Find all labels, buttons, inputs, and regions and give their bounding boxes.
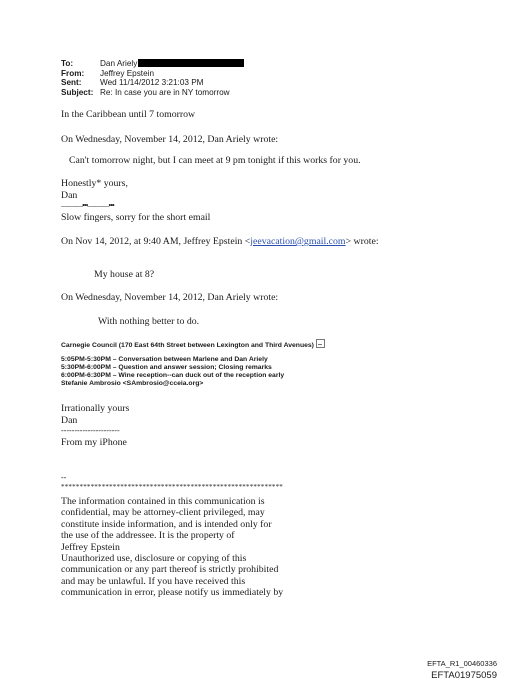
signoff-name: Dan bbox=[61, 415, 78, 426]
device-signature: From my iPhone bbox=[61, 437, 127, 448]
location-text: Carnegie Council (170 East 64th Street between Lexington and Third Avenues) bbox=[61, 342, 314, 349]
asterisk-separator: ************************************************************ bbox=[61, 483, 283, 491]
quote-attribution bbox=[61, 236, 379, 248]
dash-separator: ---------------------- bbox=[61, 426, 120, 435]
schedule-line: 5:05PM-5:30PM – Conversation between Marlene and Dan Ariely bbox=[61, 356, 268, 363]
body-line: On Wednesday, November 14, 2012, Dan Ariely wrote: bbox=[61, 134, 279, 145]
image-placeholder-icon bbox=[316, 339, 325, 348]
from-label: From: bbox=[61, 68, 85, 78]
disclaimer-line: confidential, may be attorney-client privileged, may bbox=[61, 507, 265, 519]
to-value: Dan Ariely bbox=[100, 59, 138, 68]
quote-attribution: On Wednesday, November 14, 2012, Dan Ariely wrote: bbox=[61, 292, 279, 303]
attribution-text: On Nov 14, 2012, at 9:40 AM, Jeffrey Epstein < bbox=[61, 236, 251, 247]
sent-label: Sent: bbox=[61, 78, 82, 88]
dash-separator: ———•••———••• bbox=[61, 201, 114, 210]
schedule-line: 6:00PM-6:30PM – Wine reception--can duck out of the reception early bbox=[61, 372, 285, 379]
disclaimer-line: constitute inside information, and is intended only for bbox=[61, 518, 272, 530]
disclaimer-line: The information contained in this communication is bbox=[61, 496, 265, 507]
email-header bbox=[61, 59, 244, 97]
contact-line: Stefanie Ambrosio <SAmbrosio@cceia.org> bbox=[61, 380, 204, 387]
confidentiality-disclaimer bbox=[61, 496, 283, 599]
bates-stamp-secondary: EFTA01975059 bbox=[431, 670, 497, 681]
to-label: To: bbox=[61, 59, 74, 68]
disclaimer-line: communication or any part thereof is strictly prohibited bbox=[61, 564, 279, 576]
disclaimer-line: and may be unlawful. If you have received this bbox=[61, 575, 246, 587]
schedule-line: 5:30PM-6:00PM – Question and answer session; Closing remarks bbox=[61, 364, 272, 371]
sent-value: Wed 11/14/2012 3:21:03 PM bbox=[100, 78, 204, 88]
disclaimer-line: the use of the addressee. It is the property of bbox=[61, 530, 235, 542]
subject-value: Re: In case you are in NY tomorrow bbox=[100, 87, 230, 97]
redaction-box bbox=[138, 59, 244, 67]
disclaimer-line: Unauthorized use, disclosure or copying of this bbox=[61, 553, 247, 565]
signoff-line: Irrationally yours bbox=[61, 403, 130, 414]
body-line: In the Caribbean until 7 tomorrow bbox=[61, 109, 196, 120]
body-line: Slow fingers, sorry for the short email bbox=[61, 212, 211, 223]
disclaimer-line: communication in error, please notify us immediately by bbox=[61, 587, 284, 599]
quoted-line: My house at 8? bbox=[94, 269, 155, 280]
attribution-text: > wrote: bbox=[345, 236, 379, 247]
event-location bbox=[61, 339, 325, 350]
email-link[interactable]: jeevacation@gmail.com bbox=[250, 236, 346, 247]
quoted-line: With nothing better to do. bbox=[98, 316, 200, 327]
subject-label: Subject: bbox=[61, 87, 94, 97]
signoff-line: Honestly* yours, bbox=[61, 178, 128, 189]
quoted-line: Can't tomorrow night, but I can meet at 9 pm tonight if this works for you. bbox=[69, 155, 361, 166]
disclaimer-line: Jeffrey Epstein bbox=[61, 541, 120, 553]
dash-separator: -- bbox=[61, 473, 67, 482]
from-value: Jeffrey Epstein bbox=[100, 68, 155, 78]
bates-stamp-primary: EFTA_R1_00460336 bbox=[427, 659, 497, 668]
signoff-name: Dan bbox=[61, 190, 78, 201]
